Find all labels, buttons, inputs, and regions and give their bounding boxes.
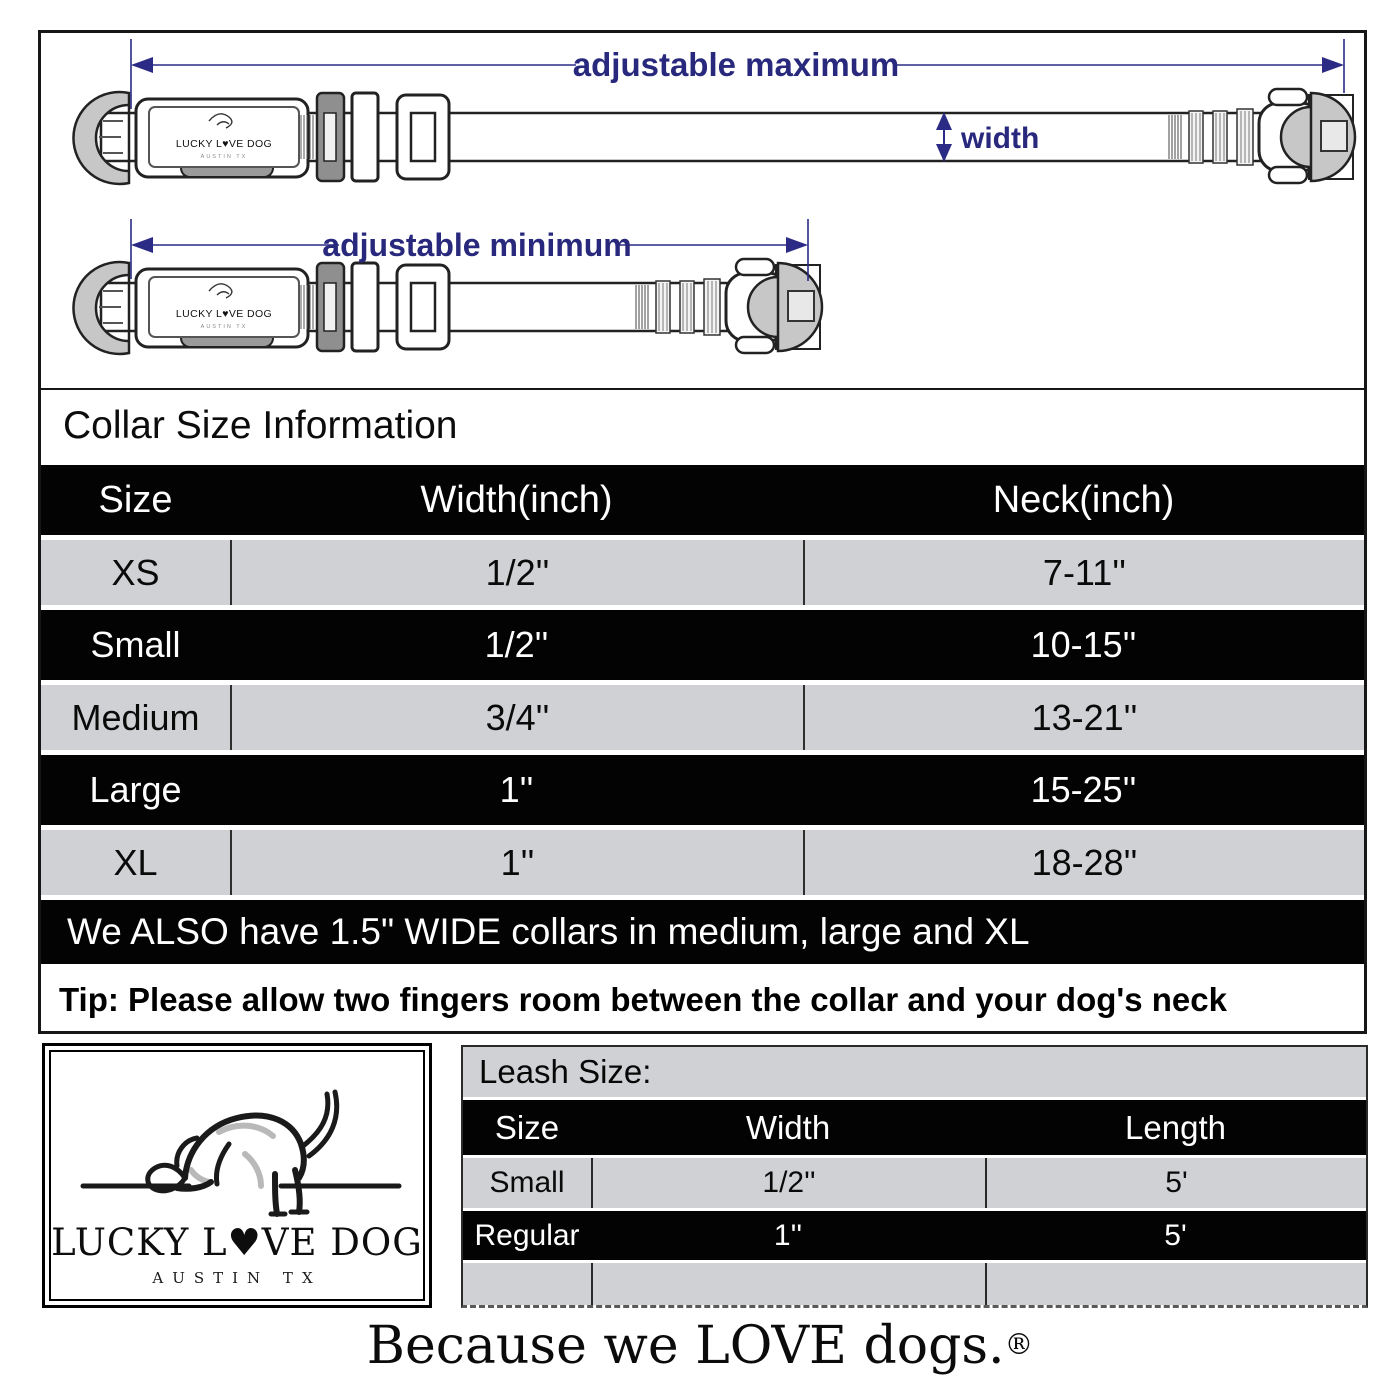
leash-size-title: Leash Size: [463, 1047, 1366, 1097]
brand-name: LUCKY L♥VE DOG [51, 1221, 423, 1264]
cell-size: Small [489, 1166, 565, 1199]
table-row-small [41, 610, 1364, 680]
cell-width: 1/2'' [230, 540, 803, 605]
leash-row-small [463, 1158, 1366, 1208]
brand-logo-box [42, 1043, 432, 1308]
wide-collar-note: We ALSO have 1.5" WIDE collars in medium, large and XL [41, 900, 1364, 964]
registered-mark-icon: ® [1004, 1327, 1034, 1361]
cell-size: Regular [474, 1218, 580, 1252]
cell-size: XL [113, 841, 158, 883]
cell-width: 1'' [773, 1218, 803, 1252]
cell-width: 1/2'' [484, 624, 549, 665]
arrow-left-icon [131, 57, 153, 73]
header-width: Width(inch) [420, 478, 613, 521]
cell-size: Small [90, 624, 181, 665]
cell-size: Medium [71, 696, 200, 738]
cell-width [591, 1263, 985, 1305]
tagline-text: Because we LOVE dogs. [366, 1316, 1005, 1376]
header-width: Width [745, 1108, 831, 1146]
fit-tip: Tip: Please allow two fingers room between the collar and your dog's neck [41, 969, 1364, 1031]
table-row-xs [41, 540, 1364, 605]
cell-length [985, 1263, 1366, 1305]
collar-max-group [73, 39, 1355, 184]
leash-table-header [463, 1100, 1366, 1155]
cell-size: XS [111, 551, 160, 593]
cell-width: 1/2'' [591, 1158, 985, 1208]
brand-city: AUSTIN TX [152, 1269, 322, 1287]
collar-diagram-svg [41, 33, 1370, 388]
table-row-large [41, 755, 1364, 825]
collar-table-header [41, 465, 1364, 535]
header-length: Length [1125, 1108, 1226, 1146]
leash-row-empty [463, 1263, 1366, 1305]
arrow-right-icon [1322, 57, 1344, 73]
collar-size-title: Collar Size Information [63, 404, 458, 447]
cell-neck: 10-15'' [1030, 624, 1137, 665]
arrow-right-icon [786, 237, 808, 253]
cell-width: 1'' [499, 769, 534, 810]
cell-size: Large [89, 769, 182, 810]
cell-width: 1'' [230, 830, 803, 895]
header-neck: Neck(inch) [992, 478, 1175, 521]
cell-neck: 15-25'' [1030, 769, 1137, 810]
adjustable-minimum-label: adjustable minimum [322, 227, 632, 263]
table-row-medium [41, 685, 1364, 750]
cell-length: 5' [985, 1158, 1366, 1208]
collar-diagram [41, 33, 1364, 390]
header-size: Size [494, 1108, 560, 1146]
width-label: width [961, 122, 1040, 155]
header-size: Size [98, 478, 173, 521]
brand-logo-inner-frame [49, 1050, 425, 1301]
collar-min-group [73, 219, 822, 354]
adjustable-maximum-label: adjustable maximum [572, 46, 900, 83]
cell-neck: 7-11'' [803, 540, 1364, 605]
cell-neck: 13-21'' [803, 685, 1364, 750]
leash-row-regular [463, 1211, 1366, 1260]
dog-logo-icon [69, 1074, 414, 1224]
main-frame [38, 30, 1367, 1034]
cell-width: 3/4'' [230, 685, 803, 750]
brand-tagline [0, 1316, 1400, 1376]
table-row-xl [41, 830, 1364, 895]
arrow-left-icon [131, 237, 153, 253]
cell-length: 5' [1164, 1218, 1187, 1252]
cell-size [463, 1263, 591, 1305]
leash-size-table [461, 1045, 1368, 1308]
cell-neck: 18-28'' [803, 830, 1364, 895]
